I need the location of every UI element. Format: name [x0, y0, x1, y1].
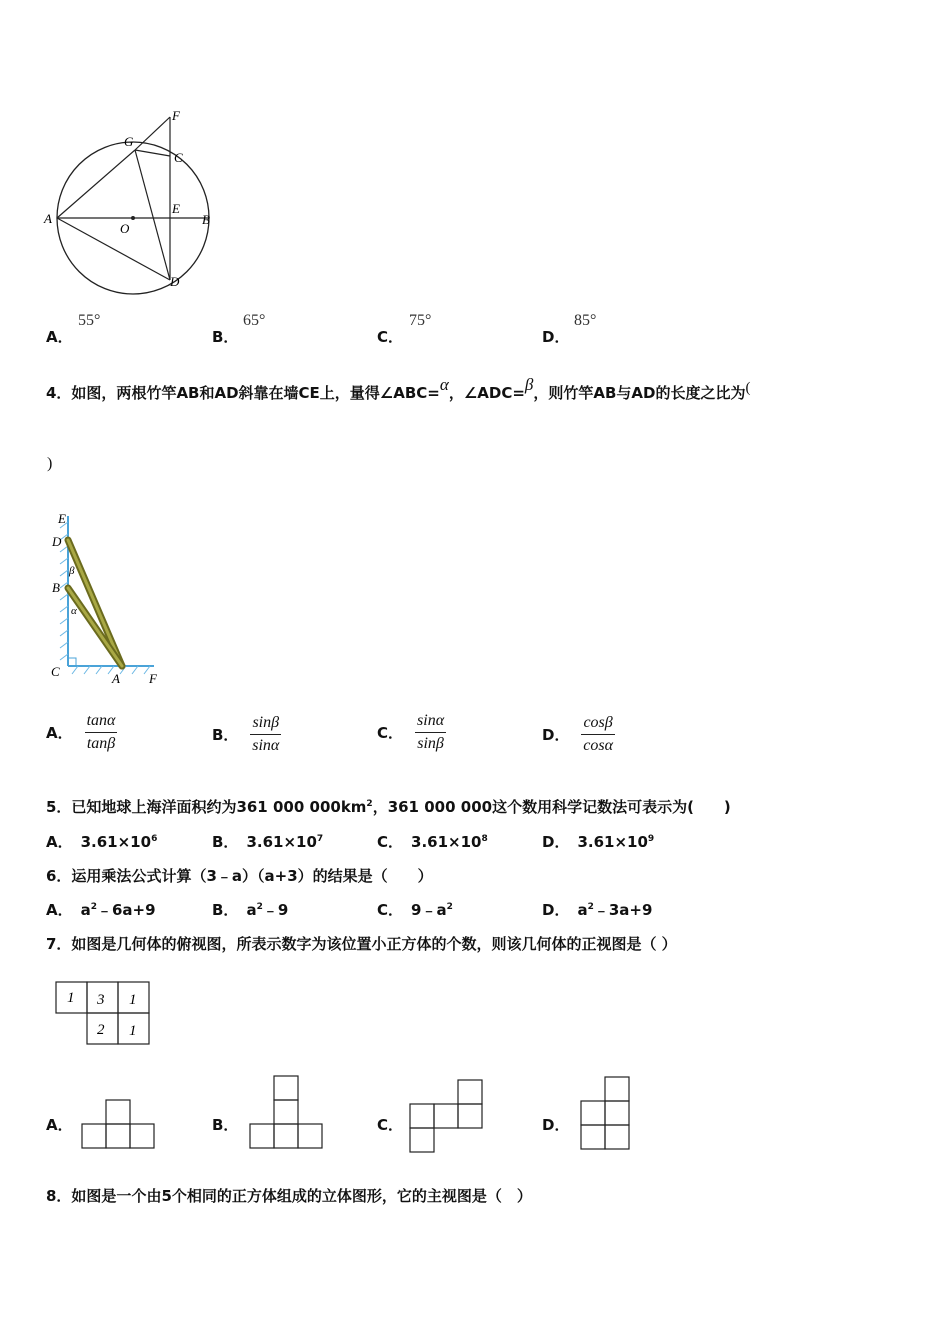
option-letter: B． — [212, 833, 239, 851]
option-value: 3.61×10 — [577, 833, 648, 851]
q7-stem: 7．如图是几何体的俯视图，所表示数字为该位置小正方体的个数，则该几何体的正视图是（ ） — [46, 935, 677, 953]
q4-close-paren: ) — [47, 455, 53, 472]
q4-option-b[interactable] — [212, 714, 281, 755]
q4-beta: β — [524, 375, 534, 394]
option-value: 55° — [78, 312, 101, 329]
label-b: B — [52, 580, 60, 595]
grid-number: 1 — [129, 1023, 137, 1039]
q6-option-d[interactable] — [542, 899, 652, 920]
option-letter: C． — [377, 724, 404, 742]
q4-text-3: ，则竹竿AB与AD的长度之比为 — [533, 384, 746, 402]
option-post: ﹣3a+9 — [593, 901, 653, 919]
option-exp: 7 — [316, 834, 324, 844]
q6-option-a[interactable] — [46, 899, 156, 920]
q4-option-a[interactable] — [46, 712, 117, 753]
q6-option-b[interactable] — [212, 899, 288, 920]
option-value: 65° — [243, 312, 266, 329]
option-exp: 9 — [647, 834, 655, 844]
option-letter: C． — [377, 901, 404, 919]
option-letter: C． — [377, 1116, 404, 1134]
option-letter: D． — [542, 1116, 570, 1134]
q4-text-2: ，∠ADC= — [448, 384, 525, 402]
front-view-b — [247, 1072, 327, 1152]
option-letter: C． — [377, 833, 404, 851]
option-pre: a — [246, 901, 257, 919]
label-g: G — [124, 134, 134, 149]
denominator: sinβ — [417, 735, 444, 752]
denominator: cosα — [583, 737, 613, 754]
option-post: ﹣9 — [262, 901, 289, 919]
option-letter: C． — [377, 328, 404, 346]
option-exp: 2 — [446, 902, 453, 912]
option-exp: 2 — [90, 902, 97, 912]
option-value: 3.61×10 — [411, 833, 482, 851]
label-f: F — [149, 671, 157, 686]
label-c: C — [174, 150, 183, 165]
q5-stem — [46, 796, 731, 817]
numerator: sinβ — [250, 714, 281, 735]
q8-stem: 8．如图是一个由5个相同的正方体组成的立体图形，它的主视图是（ ） — [46, 1187, 532, 1205]
option-letter: D． — [542, 833, 570, 851]
fraction — [415, 712, 446, 753]
q5-option-b[interactable] — [212, 831, 323, 852]
label-f: F — [172, 108, 180, 123]
label-e: E — [172, 201, 180, 216]
option-letter: B． — [212, 328, 239, 346]
option-letter: D． — [542, 328, 570, 346]
q5-text-a: 5．已知地球上海洋面积约为361 000 000km — [46, 798, 367, 816]
label-alpha: α — [71, 605, 77, 617]
option-exp: 2 — [587, 902, 594, 912]
q6-option-c[interactable] — [377, 899, 453, 920]
option-value: 3.61×10 — [246, 833, 317, 851]
option-exp: 6 — [151, 834, 158, 844]
fraction — [581, 714, 614, 755]
q4-text-1: 4．如图，两根竹竿AB和AD斜靠在墙CE上，量得∠ABC= — [46, 384, 440, 402]
grid-number: 1 — [67, 990, 75, 1006]
label-beta: β — [69, 565, 75, 577]
grid-number: 2 — [97, 1022, 105, 1038]
option-letter: A． — [46, 1116, 73, 1134]
denominator: tanβ — [86, 735, 116, 752]
option-exp: 8 — [481, 834, 488, 844]
label-b: B — [202, 212, 210, 227]
option-value: 3.61×10 — [80, 833, 152, 851]
q4-option-d[interactable] — [542, 714, 615, 755]
q4-wall-figure — [44, 508, 174, 693]
option-letter: A． — [46, 901, 73, 919]
label-d: D — [52, 534, 62, 549]
label-d: D — [170, 274, 180, 289]
q4-alpha: α — [439, 375, 449, 394]
q3-circle-figure — [40, 100, 230, 295]
fraction — [250, 714, 281, 755]
option-value: 85° — [574, 312, 597, 329]
option-letter: D． — [542, 726, 570, 744]
label-c: C — [51, 664, 60, 679]
q5-text-b: ，361 000 000这个数用科学记数法可表示为( ) — [372, 798, 731, 816]
label-a: A — [112, 671, 120, 686]
front-view-c — [407, 1076, 487, 1156]
numerator: tanα — [85, 712, 118, 733]
q7-top-view-grid — [50, 978, 160, 1050]
q5-sup: 2 — [366, 799, 373, 809]
option-letter: B． — [212, 1116, 239, 1134]
label-a: A — [44, 211, 52, 226]
front-view-a — [80, 1095, 160, 1151]
q6-stem: 6．运用乘法公式计算（3﹣a）（a+3）的结果是（ ） — [46, 867, 433, 885]
option-exp: 2 — [256, 902, 263, 912]
numerator: cosβ — [581, 714, 614, 735]
option-letter: D． — [542, 901, 570, 919]
option-value: 75° — [409, 312, 432, 329]
option-post: ﹣6a+9 — [97, 901, 156, 919]
option-pre: 9﹣a — [411, 901, 447, 919]
label-o: O — [120, 221, 130, 236]
q4-option-c[interactable] — [377, 712, 446, 753]
option-letter: B． — [212, 726, 239, 744]
option-letter: B． — [212, 901, 239, 919]
q4-open-paren: ( — [745, 380, 751, 396]
q5-option-a[interactable] — [46, 831, 157, 852]
grid-number: 1 — [129, 992, 137, 1008]
numerator: sinα — [415, 712, 446, 733]
option-letter: A． — [46, 833, 73, 851]
option-letter: A． — [46, 724, 73, 742]
fraction — [85, 712, 118, 753]
front-view-d — [578, 1073, 634, 1153]
q5-option-c[interactable] — [377, 831, 488, 852]
label-e: E — [58, 511, 66, 526]
denominator: sinα — [252, 737, 280, 754]
option-pre: a — [577, 901, 588, 919]
q4-stem — [46, 375, 751, 403]
option-letter: A． — [46, 328, 73, 346]
q5-option-d[interactable] — [542, 831, 654, 852]
option-pre: a — [80, 901, 91, 919]
grid-number: 3 — [97, 992, 105, 1008]
